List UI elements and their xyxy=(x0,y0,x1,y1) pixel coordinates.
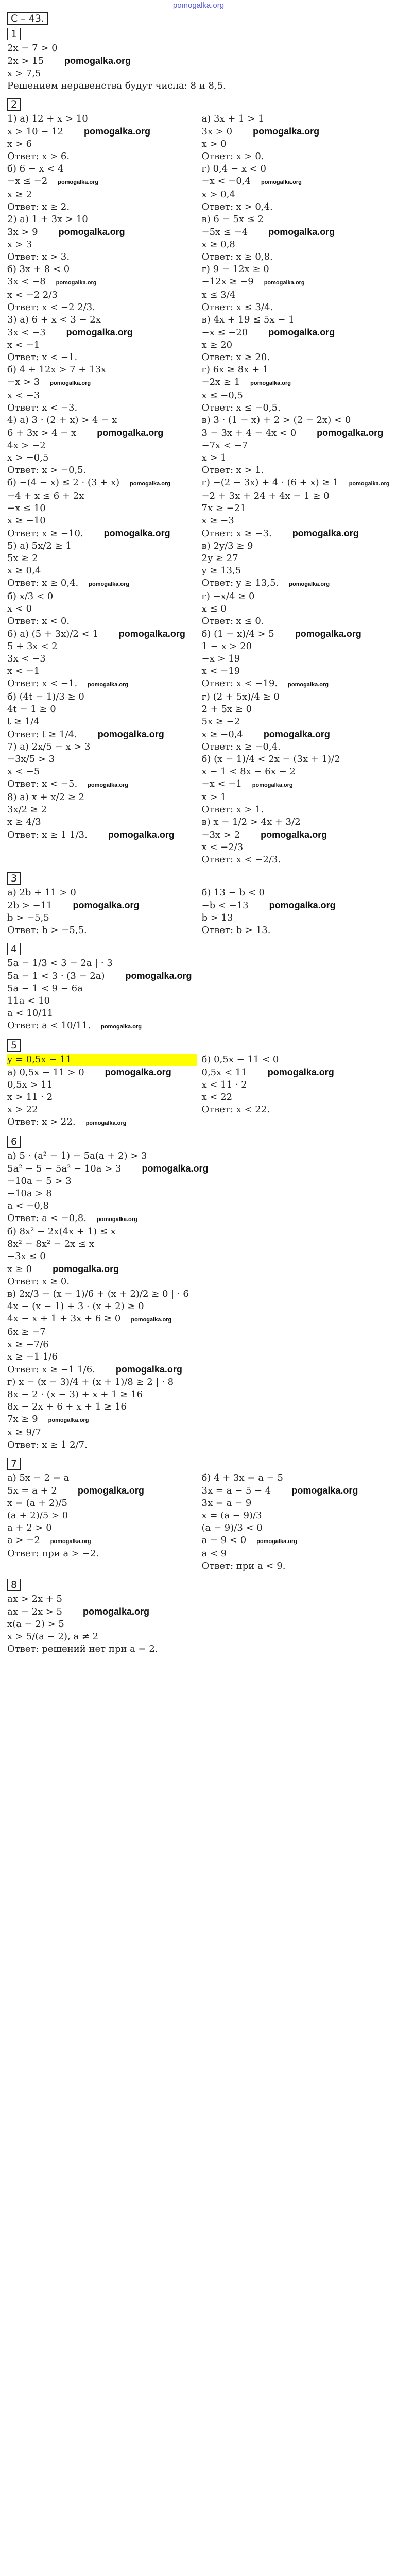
watermark-text: pomogalka.org xyxy=(64,56,131,66)
solution-line: 8) а) x + x/2 ≥ 2 xyxy=(7,792,84,803)
column-right xyxy=(202,42,391,92)
watermark-text: pomogalka.org xyxy=(130,481,170,487)
solution-line: 11a < 10 xyxy=(7,995,50,1006)
watermark-text: pomogalka.org xyxy=(50,1538,91,1545)
watermark-text: pomogalka.org xyxy=(48,1417,89,1423)
solution-line: x ≥ 0 pomogalka.org xyxy=(7,1264,119,1275)
solution-line: x < −2 2/3 xyxy=(7,290,58,300)
solution-line: −x ≤ −20 pomogalka.org xyxy=(201,327,335,338)
watermark-text: pomogalka.org xyxy=(291,1485,358,1496)
solution-line: x < −19 xyxy=(201,666,240,676)
solution-line: 8x − 2 · (x − 3) + x + 1 ≥ 16 xyxy=(7,1389,143,1400)
solution-line: Ответ: a < 10/11. pomogalka.org xyxy=(7,1020,142,1031)
solution-line: −3x/5 > 3 xyxy=(7,754,55,765)
solution-line: г) (2 + 5x)/4 ≥ 0 xyxy=(201,691,280,702)
solution-line: б) 0,5x − 11 < 0 xyxy=(201,1054,279,1065)
solution-line: 3x < −8 pomogalka.org xyxy=(7,276,97,287)
solution-line: x > 7,5 xyxy=(7,68,41,79)
watermark-text: pomogalka.org xyxy=(267,1067,334,1077)
solution-line: 5x ≥ −2 xyxy=(201,716,240,727)
watermark-text: pomogalka.org xyxy=(108,829,175,840)
solution-line: 5a − 1 < 9 − 6a xyxy=(7,983,83,994)
watermark-text: pomogalka.org xyxy=(269,900,336,910)
solution-line: Ответ: x > 1. xyxy=(201,465,264,476)
watermark-text: pomogalka.org xyxy=(66,327,133,337)
watermark-text: pomogalka.org xyxy=(73,900,140,910)
section-3 xyxy=(7,871,391,942)
solution-line: (a + 2)/5 > 0 xyxy=(7,1510,68,1521)
solution-line: −x ≤ −2 pomogalka.org xyxy=(7,176,99,187)
solution-line: Ответ: x ≤ −0,5. xyxy=(201,402,281,413)
solution-line: 2) а) 1 + 3x > 10 xyxy=(7,214,88,225)
solution-line: г) 0,4 − x < 0 xyxy=(201,163,266,174)
column-left xyxy=(7,42,226,92)
watermark-text: pomogalka.org xyxy=(101,1024,142,1030)
solution-line: x ≥ 4/3 xyxy=(7,817,41,827)
solution-line: x ≥ 0,8 xyxy=(201,239,235,250)
column-right xyxy=(202,1472,391,1572)
solution-line: а) 2b + 11 > 0 xyxy=(7,887,76,898)
watermark-text: pomogalka.org xyxy=(97,428,164,438)
watermark-text: pomogalka.org xyxy=(288,682,329,688)
section-7 xyxy=(7,1456,391,1578)
solution-line: Ответ: x ≥ 20. xyxy=(201,352,270,363)
column-left xyxy=(7,1054,197,1129)
solution-line: −x < −0,4 pomogalka.org xyxy=(201,176,302,187)
column-right xyxy=(202,957,391,1033)
solution-line: −x > 19 xyxy=(201,653,240,664)
solution-line: b > −5,5 xyxy=(7,912,49,923)
solution-line: Ответ: y ≥ 13,5. pomogalka.org xyxy=(201,578,330,588)
section-gap xyxy=(7,1129,391,1134)
column-left xyxy=(7,1150,209,1451)
solution-line: 5a² − 5 − 5a² − 10a > 3 pomogalka.org xyxy=(7,1163,209,1174)
section-number: 8 xyxy=(7,1579,21,1591)
solution-line: 5x ≥ 2 xyxy=(7,553,38,564)
solution-line: 2x − 7 > 0 xyxy=(7,43,58,54)
solution-line: б) 6 − x < 4 xyxy=(7,163,64,174)
solution-line: −5x ≤ −4 pomogalka.org xyxy=(201,227,335,238)
section-gap xyxy=(7,866,391,871)
watermark-text: pomogalka.org xyxy=(142,1163,209,1174)
solution-line: Ответ: x ≥ 0. xyxy=(7,1276,70,1287)
solution-line: 3) а) 6 + x < 3 − 2x xyxy=(7,314,101,325)
solution-line: x ≥ −10 xyxy=(7,515,46,526)
solution-line: x ≥ 0,4 xyxy=(7,565,41,576)
solution-line: x > 1 xyxy=(201,452,227,463)
solution-line: 8x² − 8x² − 2x ≤ x xyxy=(7,1239,94,1249)
solution-line: −4 + x ≤ 6 + 2x xyxy=(7,490,84,501)
watermark-text: pomogalka.org xyxy=(292,528,359,538)
solution-line: в) 2x/3 − (x − 1)/6 + (x + 2)/2 ≥ 0 | · 6 xyxy=(7,1289,189,1299)
solution-line: x > 5/(a − 2), a ≠ 2 xyxy=(7,1631,99,1642)
solution-line: в) 6 − 5x ≤ 2 xyxy=(201,214,264,225)
solution-line: г) 9 − 12x ≥ 0 xyxy=(201,264,269,275)
section-columns xyxy=(7,1150,391,1451)
solution-line: Ответ: x > 0,4. xyxy=(201,201,273,212)
section-columns xyxy=(7,1472,391,1572)
solution-line: 6) а) (5 + 3x)/2 < 1 pomogalka.org xyxy=(7,629,185,639)
solution-line: б) 4 + 3x = a − 5 xyxy=(201,1472,283,1483)
watermark-text: pomogalka.org xyxy=(317,428,384,438)
solution-line: 7x ≥ 9 pomogalka.org xyxy=(7,1414,89,1425)
column-left xyxy=(7,113,197,866)
solution-line: б) 13 − b < 0 xyxy=(201,887,265,898)
column-left xyxy=(7,957,197,1033)
solution-line: 6 + 3x > 4 − x pomogalka.org xyxy=(7,428,164,438)
section-6 xyxy=(7,1134,391,1456)
section-2 xyxy=(7,97,391,871)
solution-line: t ≥ 1/4 xyxy=(7,716,40,727)
solution-line: 1) а) 12 + x > 10 xyxy=(7,113,88,124)
solution-line: а) 0,5x − 11 > 0 pomogalka.org xyxy=(7,1067,171,1078)
solution-line: x < −1 xyxy=(7,666,40,676)
section-gap xyxy=(7,937,391,942)
solution-line: −2 + 3x + 24 + 4x − 1 ≥ 0 xyxy=(201,490,330,501)
solution-line: a < 10/11 xyxy=(7,1008,54,1019)
solution-line: Ответ: x > 6. xyxy=(7,151,70,162)
solution-line: x > 6 xyxy=(7,139,32,149)
section-columns xyxy=(7,1593,391,1655)
solution-line: −10a > 8 xyxy=(7,1188,52,1199)
watermark-text: pomogalka.org xyxy=(77,1485,144,1496)
solution-line: г) x − (x − 3)/4 + (x + 1)/8 ≥ 2 | · 8 xyxy=(7,1377,174,1387)
solution-line: b > 13 xyxy=(201,912,233,923)
solution-line: Ответ: x ≥ −10. pomogalka.org xyxy=(7,528,170,539)
solution-line: а) 5x − 2 = a xyxy=(7,1472,70,1483)
solution-line: x > 0 xyxy=(201,139,227,149)
solution-line: 4t − 1 ≥ 0 xyxy=(7,704,56,715)
solution-line: 5a − 1/3 < 3 − 2a | · 3 xyxy=(7,958,113,969)
solution-line: x < −2/3 xyxy=(201,842,244,853)
solution-line: x > 0,4 xyxy=(201,189,235,200)
solution-line: a − 9 < 0 pomogalka.org xyxy=(201,1535,298,1546)
solution-line: Ответ: при a < 9. xyxy=(201,1561,286,1571)
solution-line: 4x − x + 1 + 3x + 6 ≥ 0 pomogalka.org xyxy=(7,1313,172,1324)
section-4 xyxy=(7,942,391,1038)
solution-line: x ≥ 20 xyxy=(201,340,233,350)
watermark-text: pomogalka.org xyxy=(96,1216,137,1223)
solution-line: в) 2y/3 ≥ 9 xyxy=(201,540,253,551)
solution-line: Ответ: x > 22. pomogalka.org xyxy=(7,1116,127,1127)
solution-line: Ответ: x < −5. pomogalka.org xyxy=(7,778,129,789)
solution-line: 3x = a − 9 xyxy=(201,1498,252,1509)
watermark-text: pomogalka.org xyxy=(115,1364,182,1375)
solution-line: 7) а) 2x/5 − x > 3 xyxy=(7,741,91,752)
column-right xyxy=(202,1593,391,1655)
solution-line: −3x ≤ 0 xyxy=(7,1251,46,1262)
solution-line: a < 9 xyxy=(201,1548,227,1559)
solution-line: x < −1 xyxy=(7,340,40,350)
solution-line: 0,5x > 11 xyxy=(7,1079,53,1090)
solution-line: x < −5 xyxy=(7,766,40,777)
watermark-text: pomogalka.org xyxy=(53,1264,119,1274)
section-5 xyxy=(7,1038,391,1134)
section-number: 7 xyxy=(7,1458,21,1470)
solution-line: x > 11 · 2 xyxy=(7,1092,53,1103)
solution-line: Ответ: при a > −2. xyxy=(7,1548,99,1559)
solution-line: x ≤ 0 xyxy=(201,603,227,614)
solution-line: 1 − x > 20 xyxy=(201,641,252,652)
solution-line: 3x = a − 5 − 4 pomogalka.org xyxy=(201,1485,358,1496)
solution-line: г) 6x ≥ 8x + 1 xyxy=(201,364,269,375)
solution-page xyxy=(7,11,391,1660)
solution-line: Ответ: a < −0,8. pomogalka.org xyxy=(7,1213,137,1224)
section-columns xyxy=(7,887,391,937)
solution-line: x > 10 − 12 pomogalka.org xyxy=(7,126,151,137)
watermark-text: pomogalka.org xyxy=(261,179,302,185)
solution-line: x(a − 2) > 5 xyxy=(7,1619,64,1630)
solution-line: 3x < −3 xyxy=(7,653,46,664)
solution-line: −2x ≥ 1 pomogalka.org xyxy=(201,377,291,387)
solution-line: 3x > 0 pomogalka.org xyxy=(201,126,320,137)
watermark-text: pomogalka.org xyxy=(250,380,291,386)
solution-line: Ответ: x < 0. xyxy=(7,616,70,626)
solution-line: б) x/3 < 0 xyxy=(7,591,54,602)
solution-line: x > −0,5 xyxy=(7,452,49,463)
watermark-text: pomogalka.org xyxy=(56,280,97,286)
watermark-text: pomogalka.org xyxy=(118,629,185,639)
solution-line: a < −0,8 xyxy=(7,1200,49,1211)
column-right xyxy=(202,1150,391,1451)
solution-line: x ≥ −1 1/6 xyxy=(7,1351,58,1362)
solution-line: Ответ: x > 0. xyxy=(201,151,264,162)
solution-line: б) (4t − 1)/3 ≥ 0 xyxy=(7,691,84,702)
solution-line: −x ≤ 10 xyxy=(7,503,46,514)
solution-line: −7x < −7 xyxy=(201,440,248,451)
watermark-text: pomogalka.org xyxy=(256,1538,298,1545)
solution-line: Ответ: x < −19. pomogalka.org xyxy=(201,678,329,689)
solution-line: ax − 2x > 5 pomogalka.org xyxy=(7,1606,150,1617)
section-number: 6 xyxy=(7,1136,21,1148)
solution-line: (a − 9)/3 < 0 xyxy=(201,1522,263,1533)
watermark-text: pomogalka.org xyxy=(131,1317,172,1323)
watermark-text: pomogalka.org xyxy=(88,682,129,688)
solution-line: a > −2 pomogalka.org xyxy=(7,1535,91,1546)
solution-line: x > 22 xyxy=(7,1104,38,1115)
column-right xyxy=(202,887,391,937)
section-number: 4 xyxy=(7,943,21,955)
solution-line: Ответ: решений нет при a = 2. xyxy=(7,1643,158,1654)
watermark-text: pomogalka.org xyxy=(253,126,320,137)
solution-line: а) 5 · (a² − 1) − 5a(a + 2) > 3 xyxy=(7,1150,147,1161)
watermark-text: pomogalka.org xyxy=(50,380,91,386)
section-gap xyxy=(7,1033,391,1038)
solution-line: x = (a + 2)/5 xyxy=(7,1498,67,1509)
watermark-text: pomogalka.org xyxy=(105,1067,171,1077)
watermark-text: pomogalka.org xyxy=(349,481,390,487)
solution-line: 2x > 15 pomogalka.org xyxy=(7,56,131,66)
solution-line: Ответ: x ≥ 1 1/3. pomogalka.org xyxy=(7,829,175,840)
solution-line: x < −3 xyxy=(7,390,40,401)
solution-line: г) −x/4 ≥ 0 xyxy=(201,591,255,602)
solution-line: x ≥ 2 xyxy=(7,189,32,200)
solution-line: в) 3 · (1 − x) + 2 > (2 − 2x) < 0 xyxy=(201,415,351,426)
solution-line: Ответ: x > 1. xyxy=(201,804,264,815)
watermark-text: pomogalka.org xyxy=(268,227,335,237)
solution-line: б) 4 + 12x > 7 + 13x xyxy=(7,364,107,375)
section-1 xyxy=(7,27,391,97)
section-number: 5 xyxy=(7,1039,21,1052)
section-number: 1 xyxy=(7,28,21,40)
solution-line: −b < −13 pomogalka.org xyxy=(201,900,336,911)
solution-line: 2 + 5x ≥ 0 xyxy=(201,704,252,715)
solution-line: x ≥ −0,4 pomogalka.org xyxy=(201,729,330,740)
solution-line: Ответ: x ≥ −3. pomogalka.org xyxy=(201,528,359,539)
solution-line: Решением неравенства будут числа: 8 и 8,5. xyxy=(7,80,226,91)
solution-line: x = (a − 9)/3 xyxy=(201,1510,262,1521)
solution-line: 3 − 3x + 4 − 4x < 0 pomogalka.org xyxy=(201,428,384,438)
solution-line: x > 1 xyxy=(201,792,227,803)
solution-line: Ответ: x ≥ 2. xyxy=(7,201,70,212)
solution-line: a + 2 > 0 xyxy=(7,1522,52,1533)
solution-line: 7x ≥ −21 xyxy=(201,503,246,514)
solution-line: x ≥ −7/6 xyxy=(7,1339,49,1350)
section-number: 2 xyxy=(7,98,21,111)
solution-line: 5) а) 5x/2 ≥ 1 xyxy=(7,540,72,551)
solution-line: x > 3 xyxy=(7,239,32,250)
solution-line: −3x > 2 pomogalka.org xyxy=(201,829,327,840)
solution-line: Ответ: t ≥ 1/4. pomogalka.org xyxy=(7,729,164,740)
section-columns xyxy=(7,1054,391,1129)
solution-line: б) 3x + 8 < 0 xyxy=(7,264,70,275)
solution-line: x < 0 xyxy=(7,603,32,614)
solution-line: y = 0,5x − 11 xyxy=(7,1054,197,1066)
solution-line: x − 1 < 8x − 6x − 2 xyxy=(201,766,296,777)
column-left xyxy=(7,1593,197,1655)
solution-line: Ответ: x ≥ 1 2/7. xyxy=(7,1439,88,1450)
solution-line: −x > 3 pomogalka.org xyxy=(7,377,91,387)
section-8 xyxy=(7,1578,391,1660)
section-columns xyxy=(7,957,391,1033)
watermark-text: pomogalka.org xyxy=(125,971,192,981)
solution-line: Ответ: x < −3. xyxy=(7,402,78,413)
watermark-text: pomogalka.org xyxy=(83,1606,150,1617)
solution-line: −12x ≥ −9 pomogalka.org xyxy=(201,276,305,287)
solution-line: Ответ: x < −1. xyxy=(7,352,78,363)
solution-line: Ответ: x > 3. xyxy=(7,251,70,262)
solution-line: Ответ: x < −1. pomogalka.org xyxy=(7,678,129,689)
solution-line: г) −(2 − 3x) + 4 · (6 + x) ≥ 1 pomogalka.org xyxy=(201,477,390,488)
solution-line: 0,5x < 11 pomogalka.org xyxy=(201,1067,334,1078)
solution-line: Ответ: x < −2 2/3. xyxy=(7,302,95,313)
column-left xyxy=(7,1472,197,1572)
watermark-text: pomogalka.org xyxy=(264,280,305,286)
solution-line: б) (1 − x)/4 > 5 pomogalka.org xyxy=(201,629,361,639)
section-columns xyxy=(7,113,391,866)
solution-line: 5a − 1 < 3 · (3 − 2a) pomogalka.org xyxy=(7,971,192,981)
solution-line: Ответ: x < 22. xyxy=(201,1104,270,1115)
solution-line: −10a − 5 > 3 xyxy=(7,1176,72,1187)
solution-line: 5x = a + 2 pomogalka.org xyxy=(7,1485,144,1496)
watermark-text: pomogalka.org xyxy=(103,528,170,538)
solution-line: 3x < −3 pomogalka.org xyxy=(7,327,133,338)
solution-line: 3x/2 ≥ 2 xyxy=(7,804,47,815)
solution-line: 3x > 9 pomogalka.org xyxy=(7,227,125,238)
section-gap xyxy=(7,1655,391,1660)
solution-line: −x < −1 pomogalka.org xyxy=(201,778,293,789)
watermark-text: pomogalka.org xyxy=(295,629,361,639)
watermark-text: pomogalka.org xyxy=(89,581,130,587)
site-watermark-top: pomogalka.org xyxy=(172,1,225,10)
solution-line: 8x − 2x + 6 + x + 1 ≥ 16 xyxy=(7,1401,127,1412)
section-columns xyxy=(7,42,391,92)
watermark-text: pomogalka.org xyxy=(263,729,330,739)
watermark-text: pomogalka.org xyxy=(289,581,330,587)
solution-line: ax > 2x + 5 xyxy=(7,1594,62,1604)
watermark-text: pomogalka.org xyxy=(252,782,293,788)
solution-line: 5 + 3x < 2 xyxy=(7,641,58,652)
solution-line: Ответ: x < −2/3. xyxy=(201,854,281,865)
watermark-text: pomogalka.org xyxy=(84,126,151,137)
solution-line: Ответ: x ≥ −1 1/6. pomogalka.org xyxy=(7,1364,182,1375)
section-gap xyxy=(7,1451,391,1456)
solution-line: 4x − (x − 1) + 3 · (x + 2) ≥ 0 xyxy=(7,1301,144,1312)
solution-line: Ответ: x ≥ −0,4. xyxy=(201,741,281,752)
watermark-text: pomogalka.org xyxy=(58,227,125,237)
watermark-text: pomogalka.org xyxy=(58,179,99,185)
solution-line: 6x ≥ −7 xyxy=(7,1327,46,1337)
solution-line: x ≤ 3/4 xyxy=(201,290,236,300)
column-right xyxy=(202,1054,391,1129)
solution-line: Ответ: x ≥ 0,4. pomogalka.org xyxy=(7,578,130,588)
column-right xyxy=(202,113,391,866)
solution-line: Ответ: b > 13. xyxy=(201,925,271,936)
task-number-box: С – 43. xyxy=(7,12,48,25)
solution-line: x ≤ −0,5 xyxy=(201,390,243,401)
solution-line: 4x > −2 xyxy=(7,440,46,451)
solution-line: 2y ≥ 27 xyxy=(201,553,238,564)
solution-line: Ответ: x ≤ 3/4. xyxy=(201,302,273,313)
section-number: 3 xyxy=(7,872,21,885)
solution-line: x < 11 · 2 xyxy=(201,1079,247,1090)
column-left xyxy=(7,887,197,937)
solution-line: в) 4x + 19 ≤ 5x − 1 xyxy=(201,314,295,325)
solution-line: 2b > −11 pomogalka.org xyxy=(7,900,140,911)
solution-line: б) −(4 − x) ≤ 2 · (3 + x) pomogalka.org xyxy=(7,477,170,488)
watermark-text: pomogalka.org xyxy=(268,327,335,337)
solution-line: x ≥ −3 xyxy=(201,515,234,526)
solution-line: x ≥ 9/7 xyxy=(7,1427,41,1438)
solution-line: б) 8x² − 2x(4x + 1) ≤ x xyxy=(7,1226,116,1237)
solution-line: 4) а) 3 · (2 + x) > 4 − x xyxy=(7,415,117,426)
watermark-text: pomogalka.org xyxy=(85,1120,127,1126)
solution-line: Ответ: x ≥ 0,8. xyxy=(201,251,273,262)
solution-line: x < 22 xyxy=(201,1092,233,1103)
solution-line: а) 3x + 1 > 1 xyxy=(201,113,264,124)
watermark-text: pomogalka.org xyxy=(88,782,129,788)
watermark-text: pomogalka.org xyxy=(97,729,164,739)
solution-line: Ответ: x ≤ 0. xyxy=(201,616,264,626)
solution-line: Ответ: b > −5,5. xyxy=(7,925,87,936)
watermark-text: pomogalka.org xyxy=(261,829,327,840)
solution-line: Ответ: x > −0,5. xyxy=(7,465,87,476)
solution-line: в) x − 1/2 > 4x + 3/2 xyxy=(201,817,301,827)
solution-line: б) (x − 1)/4 < 2x − (3x + 1)/2 xyxy=(201,754,340,765)
section-gap xyxy=(7,92,391,97)
section-gap xyxy=(7,1572,391,1578)
solution-line: y ≥ 13,5 xyxy=(201,565,241,576)
